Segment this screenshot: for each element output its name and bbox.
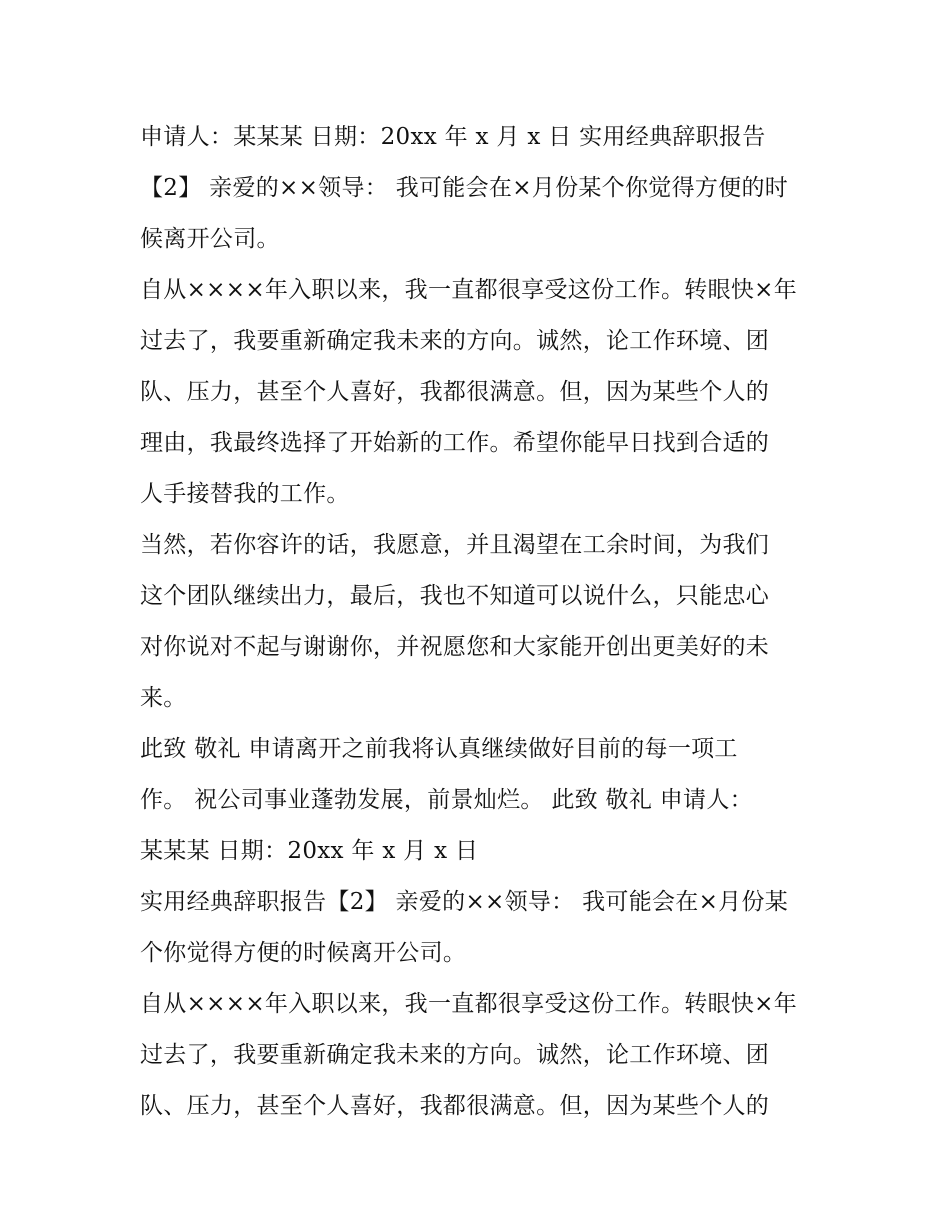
text-line: 队、压力，甚至个人喜好，我都很满意。但，因为某些个人的 bbox=[140, 379, 770, 405]
text-line: 候离开公司。 bbox=[140, 226, 280, 252]
text-line: 【2】 亲爱的××领导： 我可能会在×月份某个你觉得方便的时 bbox=[140, 175, 789, 201]
text-line: 当然，若你容许的话，我愿意，并且渴望在工余时间，为我们 bbox=[140, 532, 770, 558]
text-line: 人手接替我的工作。 bbox=[140, 481, 350, 507]
text-line: 作。 祝公司事业蓬勃发展，前景灿烂。 此致 敬礼 申请人： bbox=[140, 787, 753, 813]
text-line: 此致 敬礼 申请离开之前我将认真继续做好目前的每一项工 bbox=[140, 736, 738, 762]
text-line: 过去了，我要重新确定我未来的方向。诚然，论工作环境、团 bbox=[140, 328, 770, 354]
document-body bbox=[140, 112, 820, 1132]
text-line: 自从××××年入职以来，我一直都很享受这份工作。转眼快×年 bbox=[140, 991, 798, 1017]
text-line: 实用经典辞职报告【2】 亲爱的××领导： 我可能会在×月份某 bbox=[140, 889, 789, 915]
text-line: 对你说对不起与谢谢你，并祝愿您和大家能开创出更美好的未 bbox=[140, 634, 770, 660]
text-line: 这个团队继续出力，最后，我也不知道可以说什么，只能忠心 bbox=[140, 583, 770, 609]
text-line: 过去了，我要重新确定我未来的方向。诚然，论工作环境、团 bbox=[140, 1042, 770, 1068]
text-line: 某某某 日期：20xx 年 x 月 x 日 bbox=[140, 838, 479, 864]
text-line: 个你觉得方便的时候离开公司。 bbox=[140, 940, 467, 966]
text-line: 申请人：某某某 日期：20xx 年 x 月 x 日 实用经典辞职报告 bbox=[140, 124, 766, 150]
text-line: 来。 bbox=[140, 685, 187, 711]
text-line: 自从××××年入职以来，我一直都很享受这份工作。转眼快×年 bbox=[140, 277, 798, 303]
text-line: 队、压力，甚至个人喜好，我都很满意。但，因为某些个人的 bbox=[140, 1093, 770, 1119]
text-line: 理由，我最终选择了开始新的工作。希望你能早日找到合适的 bbox=[140, 430, 770, 456]
